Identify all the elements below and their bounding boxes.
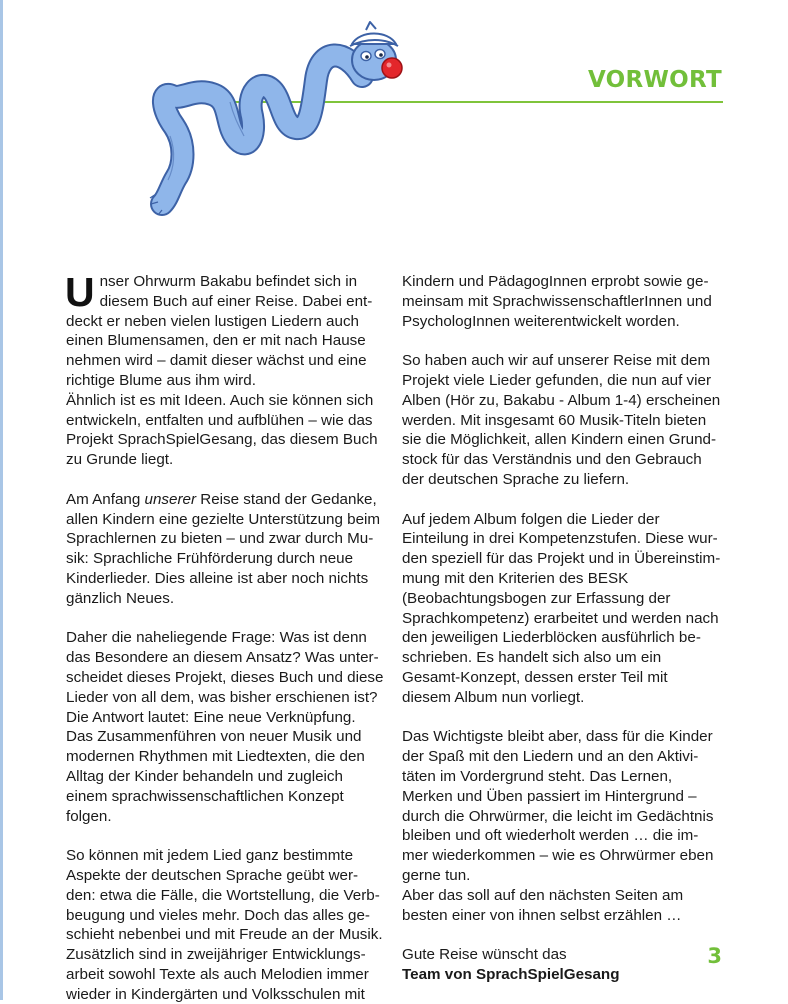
paragraph-continued: Kindern und PädagogInnen erprobt sowie ge- meinsam mit SprachwissenschaftlerInnen und PsychologInnen weiterentwickelt worden. xyxy=(402,273,712,330)
paragraph-question: Daher die naheliegende Frage: Was ist denn das Besondere an diesem Ansatz? Was unter- scheidet dieses Projekt, dieses Buch und diese Lieder von all dem, was bisher erschienen ist? Die Antwort lautet: Eine neue Verknüpfung. Das Zusammenführen von neuer Musik und modernen Rhythmen mit Liedtexten, die den Alltag der Kinder behandeln und zugleich einem sprachwissenschaftlichen Konzept folgen. xyxy=(66,629,384,825)
intro-paragraph: Unser Ohrwurm Bakabu befindet sich in diesem Buch auf einer Reise. Dabei ent- deckt er neben vielen lustigen Liedern auch einen Blumensamen, den er mit nach Hause nehmen wird – damit dieser wächst und eine richtige Blume aus ihm wird. Ähnlich ist es mit Ideen. Auch sie können sich entwickeln, entfalten und aufblühen – wie das Projekt SprachSpielGesang, das diesem Buch zu Grunde liegt. xyxy=(65,269,378,469)
drop-cap: U xyxy=(65,269,95,315)
page-title: VORWORT xyxy=(587,67,722,93)
page-edge-stripe xyxy=(0,0,3,1000)
greeting: Gute Reise wünscht das xyxy=(402,946,567,964)
paragraph-fun: Das Wichtigste bleibt aber, dass für die Kinder der Spaß mit den Liedern und an den Aktivi- täten im Vordergrund steht. Das Lernen, Merken und Üben passiert im Hintergrund – durch die Ohrwürmer, die leicht im Gedächtnis bleiben und oft wiederholt werden … die im- mer wiederkommen – wie es Ohrwürmer eben gerne tun. Aber das soll auf den nächsten Seiten am besten einer von ihnen selbst erzählen … xyxy=(402,728,714,924)
left-column xyxy=(65,269,406,1004)
ohrwurm-mascot-icon xyxy=(140,18,410,218)
paragraph-beginning: Am Anfang unserer Reise stand der Gedanke, allen Kindern eine gezielte Unterstützung beim Sprachlernen zu bieten – und zwar durch Mu- sik: Sprachliche Frühförderung durch neue Kinderlieder. Dies alleine ist aber noch nichts gänzlich Neues. xyxy=(66,490,381,607)
paragraph-competence-levels: Auf jedem Album folgen die Lieder der Einteilung in drei Kompetenzstufen. Diese wur- den speziell für das Projekt und in Übereinstim- mung mit den Kriterien des BESK (Beobachtungsbogen zur Erfassung der Sprachkompetenz) erarbeitet und werden nach den jeweiligen Liederblöcken ausführlich be- schrieben. Es handelt sich also um ein Gesamt-Konzept, dessen erster Teil mit diesem Album nun vorliegt. xyxy=(402,510,721,706)
paragraph-albums: So haben auch wir auf unserer Reise mit dem Projekt viele Lieder gefunden, die nun auf vier Alben (Hör zu, Bakabu - Album 1-4) erscheinen werden. Mit insgesamt 60 Musik-Titeln bieten sie die Möglichkeit, allen Kindern einen Grund- stock für das Verständnis und den Gebrauch der deutschen Sprache zu liefern. xyxy=(402,352,721,488)
page-number: 3 xyxy=(707,944,722,968)
signature: Team von SprachSpielGesang xyxy=(402,965,620,983)
paragraph-aspects: So können mit jedem Lied ganz bestimmte Aspekte der deutschen Sprache geübt wer- den: etwa die Fälle, die Wortstellung, die Verb- beugung und vieles mehr. Doch das alles ge- schieht nebenbei und mit Freude an der Musik. Zusätzlich sind in zweijähriger Entwicklungs- arbeit sowohl Texte als auch Melodien immer wieder in Kindergärten und Volksschulen mit xyxy=(66,847,383,1003)
right-column xyxy=(402,272,742,985)
